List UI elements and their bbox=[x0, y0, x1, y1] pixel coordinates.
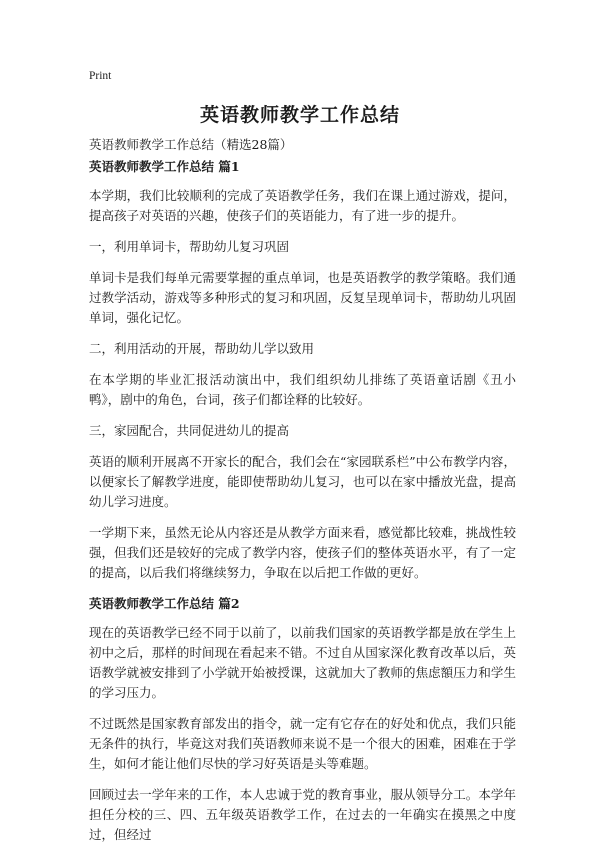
paragraph: 本学期，我们比较顺利的完成了英语教学任务，我们在课上通过游戏，提问，提高孩子对英语的兴趣，使孩子们的英语能力，有了进一步的提升。 bbox=[89, 188, 516, 223]
paragraph: 三，家园配合，共同促进幼儿的提高 bbox=[89, 423, 290, 438]
document-subtitle: 英语教师教学工作总结（精选28篇） bbox=[89, 137, 293, 152]
section-heading: 英语教师教学工作总结 篇2 bbox=[89, 596, 240, 611]
paragraph: 单词卡是我们每单元需要掌握的重点单词，也是英语教学的教学策略。我们通过教学活动，游戏等多种形式的复习和巩固，反复呈现单词卡，帮助幼儿巩固单词，强化记忆。 bbox=[89, 270, 516, 325]
paragraph: 不过既然是国家教育部发出的指令，就一定有它存在的好处和优点，我们只能无条件的执行，毕竟这对我们英语教师来说不是一个很大的困难，困难在于学生，如何才能让他们尽快的学习好英语是头等难题。 bbox=[89, 716, 516, 771]
print-label: Print bbox=[89, 70, 112, 82]
document-title: 英语教师教学工作总结 bbox=[199, 104, 400, 126]
paragraph: 一学期下来，虽然无论从内容还是从教学方面来看，感觉都比较难，挑战性较强，但我们还是较好的完成了教学内容，使孩子们的整体英语水平，有了一定的提高，以后我们将继续努力，争取在以后把工作做的更好。 bbox=[89, 525, 516, 580]
section-heading: 英语教师教学工作总结 篇1 bbox=[89, 159, 240, 174]
paragraph: 二，利用活动的开展，帮助幼儿学以致用 bbox=[89, 341, 315, 356]
document-body bbox=[89, 157, 516, 856]
paragraph: 回顾过去一学年来的工作，本人忠诚于党的教育事业，服从领导分工。本学年担任分校的三、四、五年级英语教学工作，在过去的一年确实在摸黑之中度过，但经过 bbox=[89, 787, 516, 842]
paragraph: 一，利用单词卡，帮助幼儿复习巩固 bbox=[89, 239, 290, 254]
paragraph: 现在的英语教学已经不同于以前了，以前我们国家的英语教学都是放在学生上初中之后，那样的时间现在看起来不错。不过自从国家深化教育改革以后，英语教学就被安排到了小学就开始被授课，这就加大了教师的焦虑額压力和学生的学习压力。 bbox=[89, 625, 516, 700]
paragraph: 英语的顺利开展离不开家长的配合，我们会在“家园联系栏”中公布教学内容，以便家长了解教学进度，能即使帮助幼儿复习，也可以在家中播放光盘，提高幼儿学习进度。 bbox=[89, 454, 516, 509]
paragraph: 在本学期的毕业汇报活动演出中，我们组织幼儿排练了英语童话剧《丑小鸭》，剧中的角色，台词，孩子们都诠释的比较好。 bbox=[89, 372, 516, 407]
